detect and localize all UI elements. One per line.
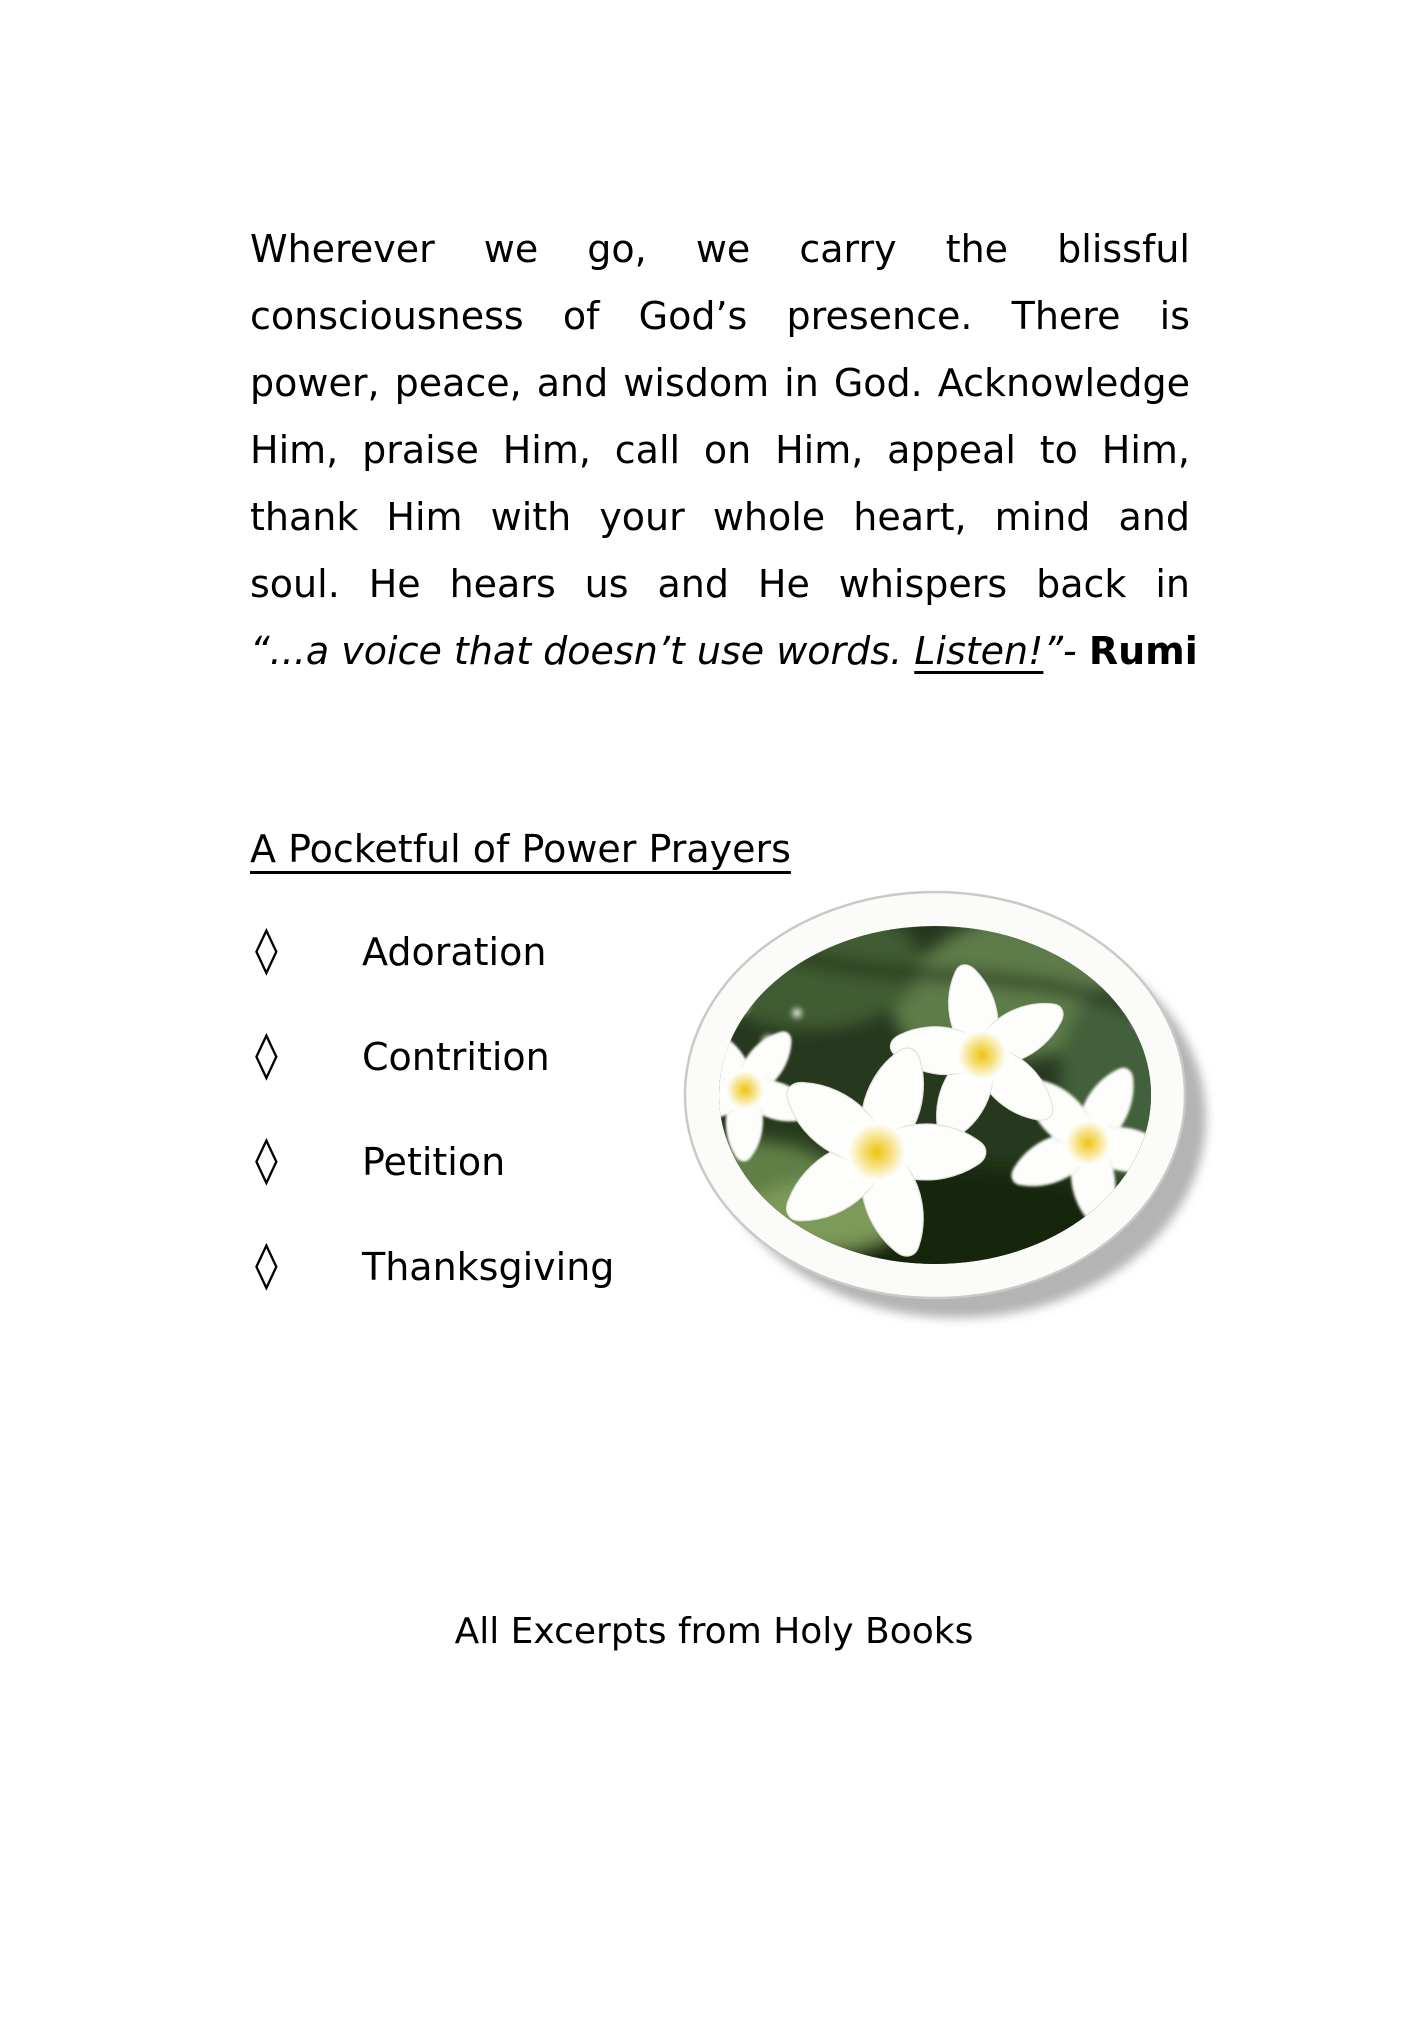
flower-photo xyxy=(590,855,1240,1355)
list-item xyxy=(250,1212,614,1317)
diamond-bullet-icon: ◊ xyxy=(255,1132,278,1186)
quote-close: ”- xyxy=(1043,629,1089,673)
list-item-label: Thanksgiving xyxy=(362,1245,615,1289)
paragraph-line: thank Him with your whole heart, mind and xyxy=(250,495,1190,539)
list-item-label: Petition xyxy=(362,1140,506,1184)
quote-listen: Listen! xyxy=(914,629,1044,673)
diamond-bullet-icon: ◊ xyxy=(255,922,278,976)
plumeria-photo-svg xyxy=(590,855,1240,1355)
list-item-label: Contrition xyxy=(362,1035,550,1079)
footer-text: All Excerpts from Holy Books xyxy=(454,1611,974,1652)
prayer-list xyxy=(250,897,614,1317)
diamond-bullet-icon: ◊ xyxy=(255,1027,278,1081)
paragraph-line: Wherever we go, we carry the blissful xyxy=(250,227,1190,271)
section-heading: A Pocketful of Power Prayers xyxy=(250,827,791,871)
list-item xyxy=(250,897,614,1002)
intro-paragraph xyxy=(250,216,1198,685)
quote-lead: “...a voice that doesn’t use words. xyxy=(250,629,915,673)
paragraph-line: consciousness of God’s presence. There is xyxy=(250,294,1190,338)
list-item xyxy=(250,1107,614,1212)
diamond-bullet-icon: ◊ xyxy=(255,1237,278,1291)
list-item-label: Adoration xyxy=(362,930,547,974)
list-item xyxy=(250,1002,614,1107)
paragraph-line: soul. He hears us and He whispers back in xyxy=(250,562,1190,606)
paragraph-line: power, peace, and wisdom in God. Acknowledge xyxy=(250,361,1190,405)
paragraph-line: Him, praise Him, call on Him, appeal to Him, xyxy=(250,428,1190,472)
quote-author: Rumi xyxy=(1088,629,1198,673)
rumi-quote-line xyxy=(250,618,1198,685)
